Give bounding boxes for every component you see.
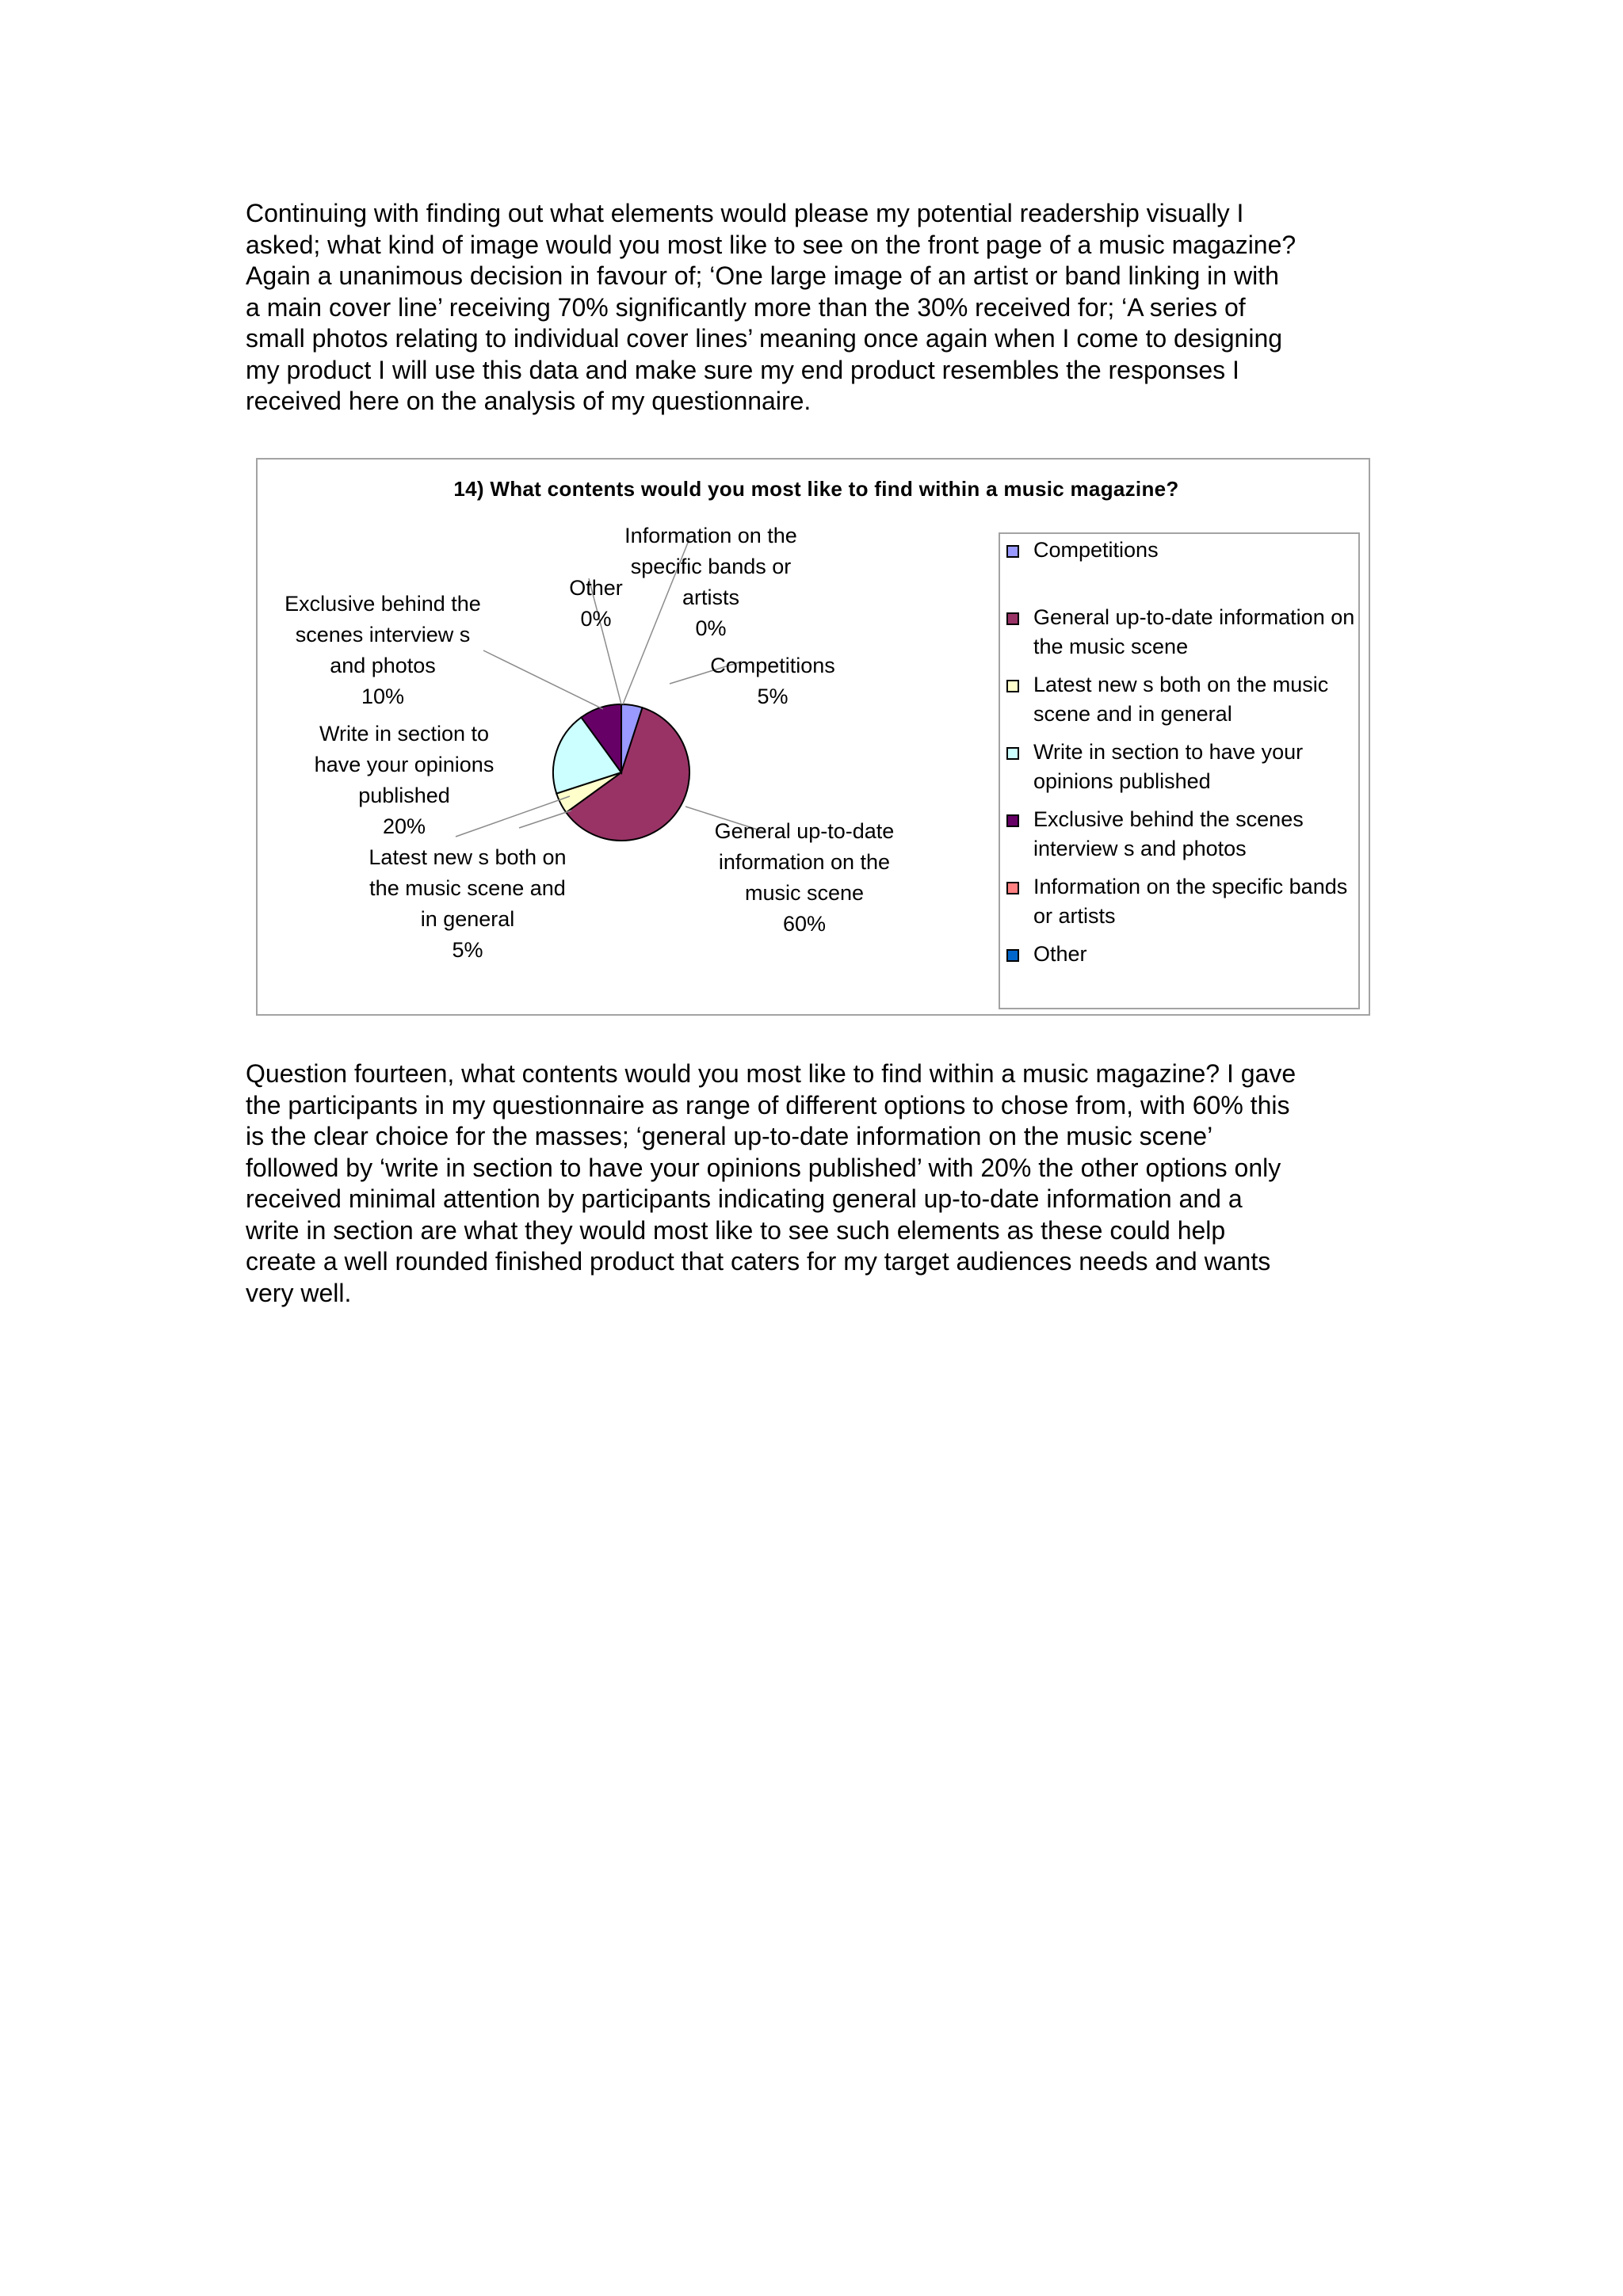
- slice-label: Latest new s both on the music scene and in general 5%: [369, 845, 567, 962]
- legend-label: Write in section to have your opinions published: [1033, 740, 1304, 793]
- text-line: is the clear choice for the masses; ‘general up-to-date information on the music scene’: [246, 1122, 1213, 1150]
- legend-swatch: [1006, 882, 1019, 894]
- intro-paragraph: [246, 198, 1395, 418]
- legend-swatch: [1006, 949, 1019, 962]
- legend-swatch: [1006, 814, 1019, 827]
- text-line: create a well rounded finished product that caters for my target audiences needs and wants: [246, 1247, 1271, 1276]
- legend-label: Latest new s both on the music scene and in general: [1033, 673, 1329, 726]
- chart-title: 14) What contents would you most like to find within a music magazine?: [453, 477, 1179, 501]
- text-line: the participants in my questionnaire as range of different options to chose from, with 60% this: [246, 1090, 1290, 1119]
- legend-swatch: [1006, 545, 1019, 558]
- text-line: Again a unanimous decision in favour of; ‘One large image of an artist or band linking in with: [246, 261, 1279, 290]
- pie-chart: [258, 460, 999, 1017]
- pie-chart-frame: [256, 458, 1370, 1016]
- legend-swatch: [1006, 747, 1019, 760]
- slice-label: Other 0%: [569, 576, 623, 631]
- text-line: Question fourteen, what contents would you most like to find within a music magazine? I gave: [246, 1059, 1296, 1088]
- leader-line: [483, 650, 603, 709]
- analysis-paragraph: [246, 1058, 1395, 1309]
- text-line: my product I will use this data and make sure my end product resembles the responses I: [246, 355, 1239, 384]
- legend-label: Competitions: [1033, 538, 1159, 562]
- legend-label: General up-to-date information on the music scene: [1033, 605, 1355, 658]
- text-line: a main cover line’ receiving 70% significantly more than the 30% received for; ‘A series of: [246, 292, 1246, 322]
- text-line: write in section are what they would most like to see such elements as these could help: [246, 1215, 1226, 1245]
- slice-label: General up-to-date information on the music scene 60%: [714, 819, 895, 936]
- legend-label: Information on the specific bands or artists: [1033, 875, 1348, 928]
- slice-label: Competitions 5%: [710, 654, 835, 708]
- slice-label: Exclusive behind the scenes interview s and photos 10%: [285, 592, 481, 708]
- legend-swatch: [1006, 612, 1019, 625]
- text-line: received minimal attention by participants indicating general up-to-date information and a: [246, 1184, 1243, 1213]
- legend-swatch: [1006, 680, 1019, 692]
- text-line: received here on the analysis of my questionnaire.: [246, 387, 812, 415]
- slice-label: Information on the specific bands or artists 0%: [624, 524, 797, 640]
- text-line: small photos relating to individual cover lines’ meaning once again when I come to designing: [246, 324, 1283, 353]
- legend-label: Exclusive behind the scenes interview s and photos: [1033, 807, 1304, 860]
- text-line: followed by ‘write in section to have your opinions published’ with 20% the other options only: [246, 1153, 1281, 1182]
- text-line: Continuing with finding out what elements would please my potential readership visually I: [246, 199, 1244, 227]
- slice-label: Write in section to have your opinions published 20%: [314, 722, 495, 838]
- chart-legend: [999, 532, 1360, 1009]
- leader-line: [519, 810, 571, 828]
- text-line: asked; what kind of image would you most like to see on the front page of a music magazine?: [246, 230, 1296, 259]
- text-line: very well.: [246, 1278, 352, 1307]
- legend-label: Other: [1033, 942, 1087, 966]
